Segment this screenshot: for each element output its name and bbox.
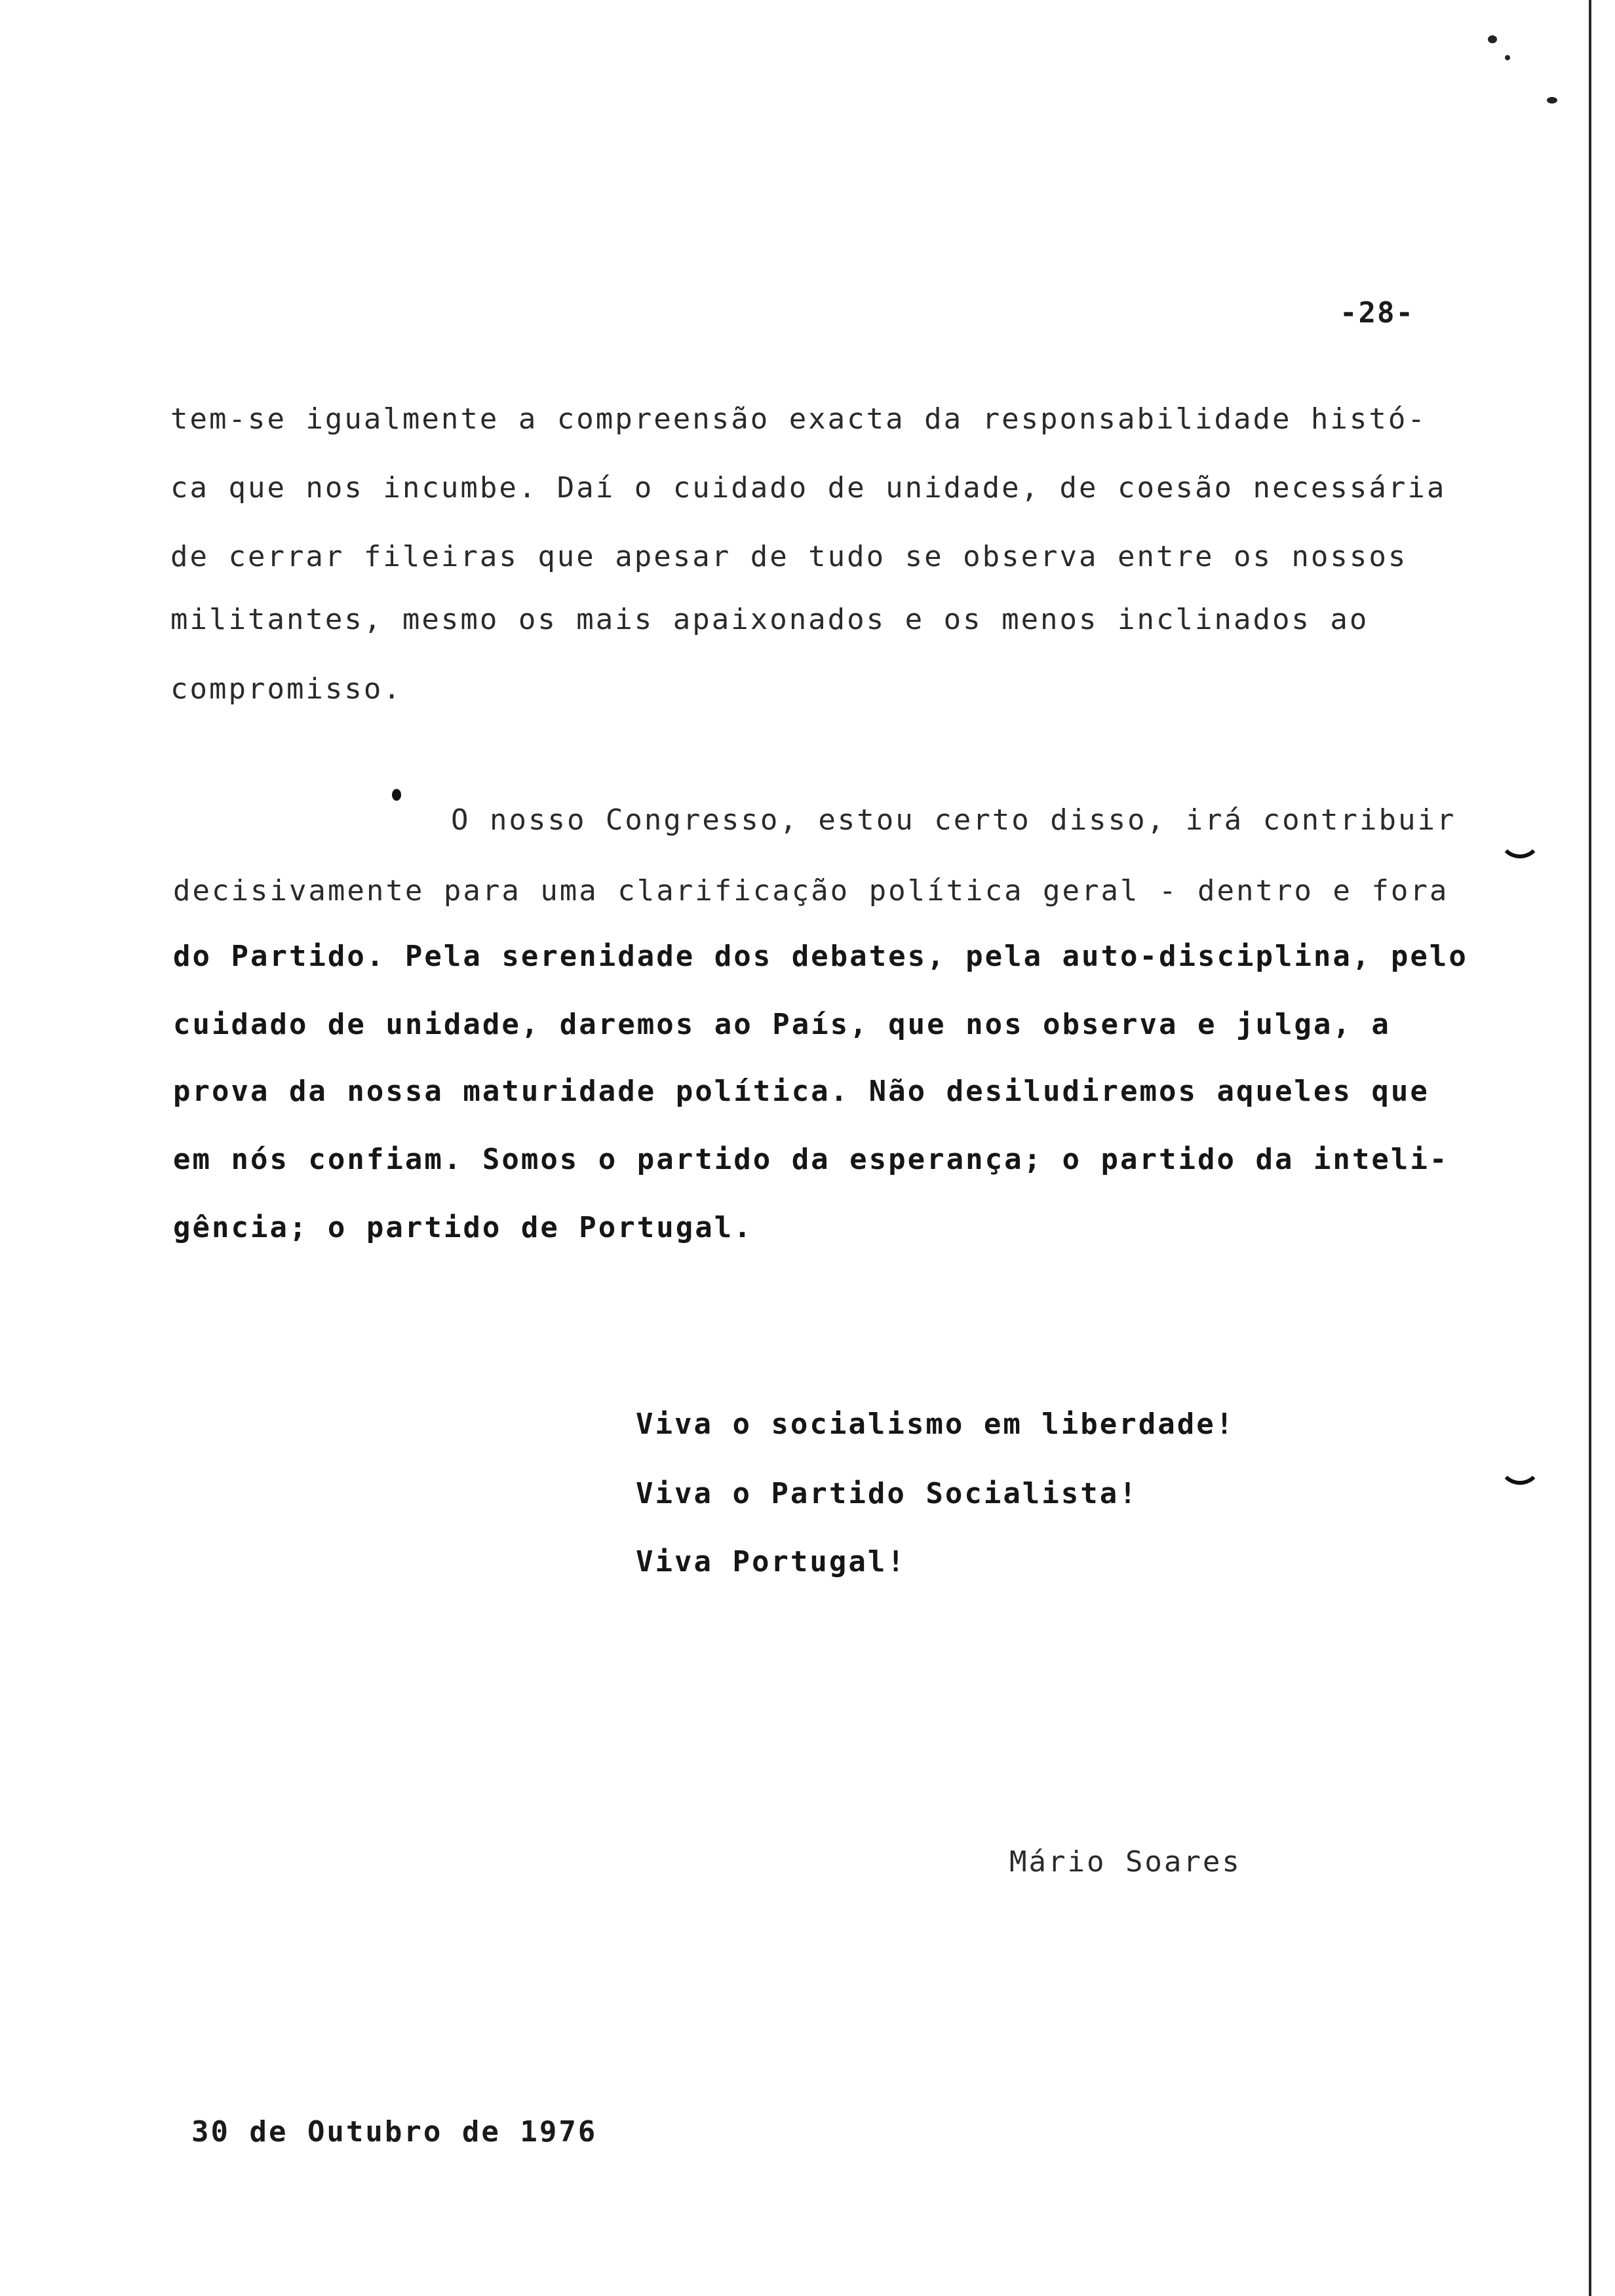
scan-speck: [1505, 55, 1510, 60]
text-line: compromisso.: [170, 672, 402, 706]
text-line: do Partido. Pela serenidade dos debates, pela auto-disciplina, pelo: [173, 940, 1468, 973]
scan-speck: [1488, 35, 1497, 43]
page-number: -28-: [1340, 296, 1414, 330]
text-line: prova da nossa maturidade política. Não desiludiremos aqueles que: [173, 1075, 1430, 1108]
closing-line: Viva o Partido Socialista!: [636, 1477, 1138, 1510]
text-line: ca que nos incumbe. Daí o cuidado de unidade, de coesão necessária: [170, 471, 1447, 505]
text-line: O nosso Congresso, estou certo disso, irá contribuir: [451, 803, 1456, 837]
closing-line: Viva Portugal!: [636, 1545, 906, 1578]
punch-hole-mark: [1498, 815, 1542, 858]
text-line: cuidado de unidade, daremos ao País, que nos observa e julga, a: [173, 1008, 1391, 1041]
page-edge-line: [1589, 0, 1591, 2296]
closing-line: Viva o socialismo em liberdade!: [636, 1407, 1236, 1441]
margin-dot: [392, 789, 401, 801]
scan-speck: [1547, 97, 1557, 104]
punch-hole-mark: [1498, 1442, 1542, 1485]
text-line: militantes, mesmo os mais apaixonados e os menos inclinados ao: [170, 603, 1369, 636]
text-line: decisivamente para uma clarificação política geral - dentro e fora: [173, 874, 1449, 908]
text-line: em nós confiam. Somos o partido da esperança; o partido da inteli-: [173, 1143, 1449, 1176]
text-line: de cerrar fileiras que apesar de tudo se observa entre os nossos: [170, 540, 1408, 573]
signature: Mário Soares: [1009, 1845, 1241, 1879]
text-line: tem-se igualmente a compreensão exacta da responsabilidade histó-: [170, 402, 1427, 436]
document-date: 30 de Outubro de 1976: [191, 2115, 598, 2149]
text-line: gência; o partido de Portugal.: [173, 1211, 753, 1244]
